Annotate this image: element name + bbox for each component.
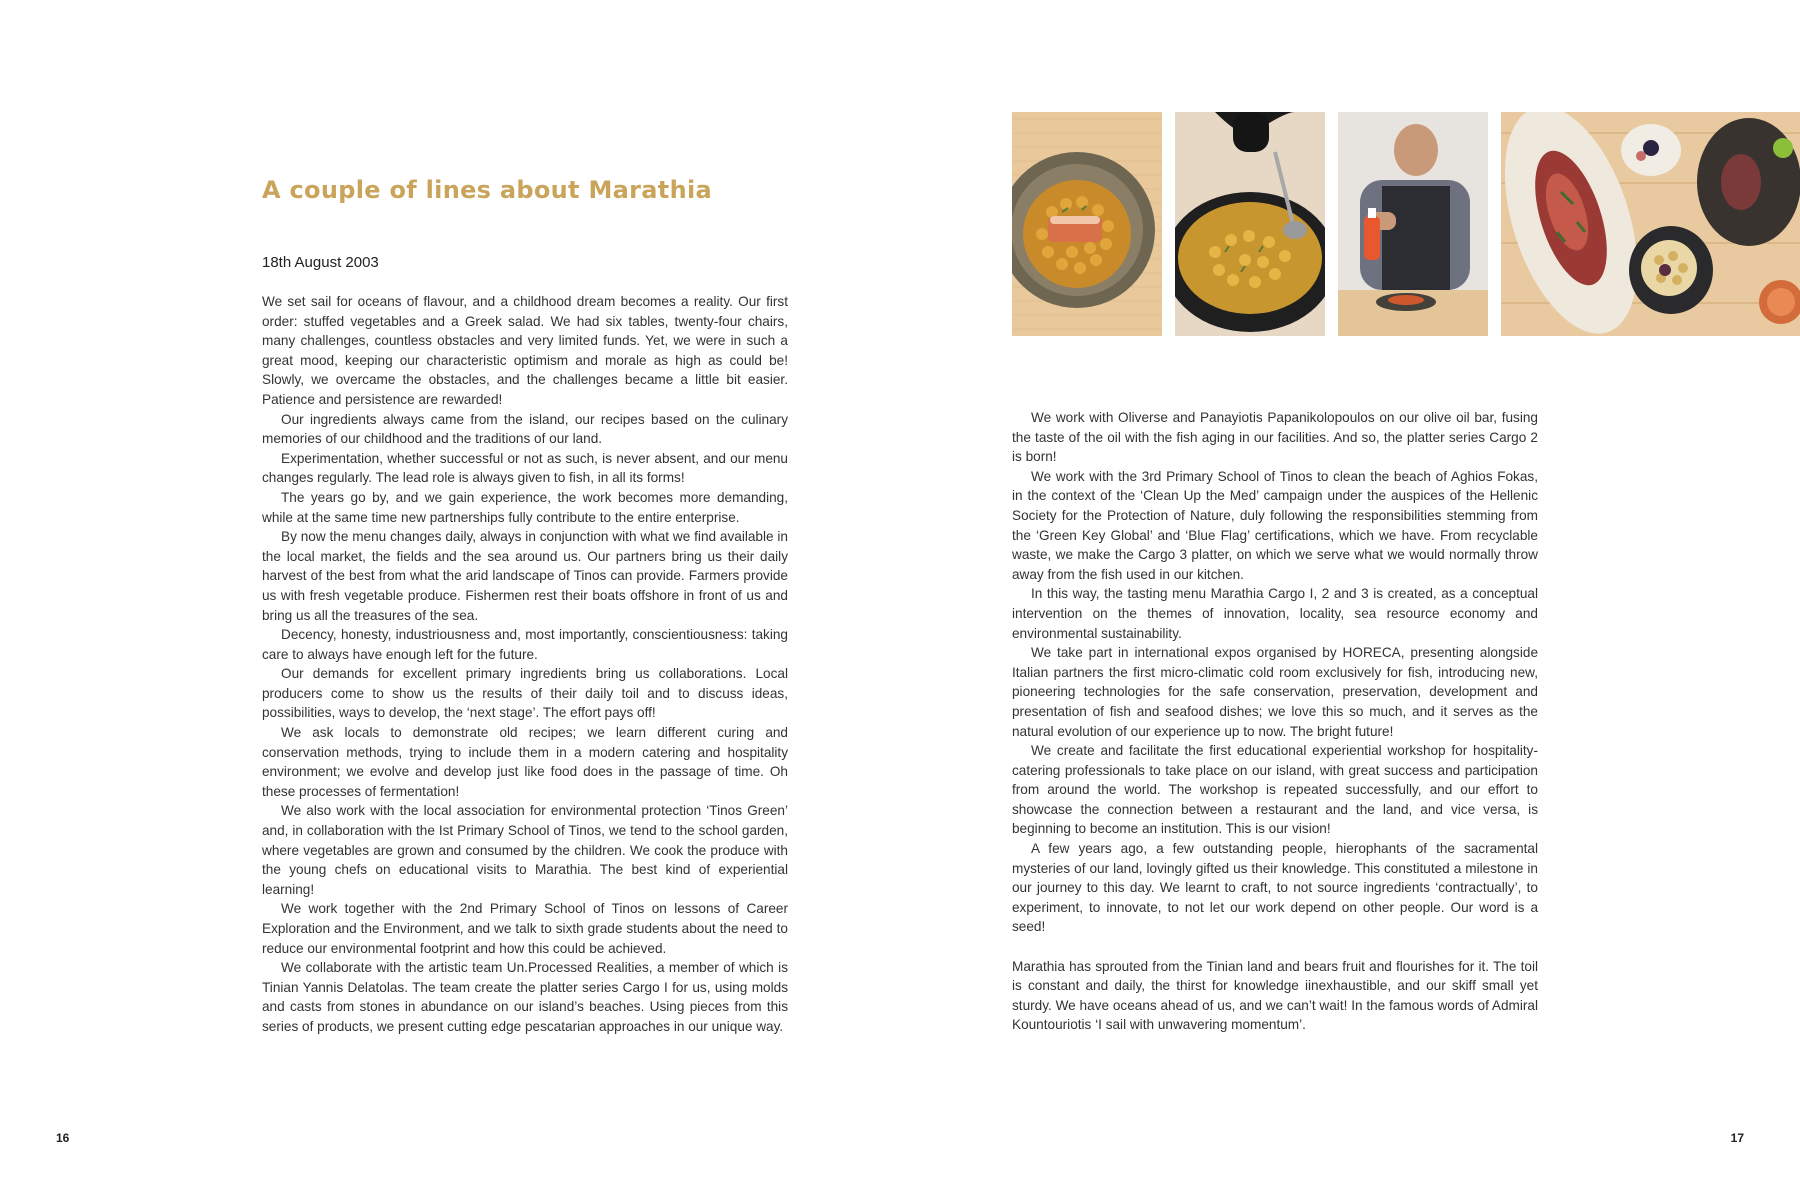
paragraph: We take part in international expos organised by HORECA, presenting alongside Italian partners the first micro-climatic cold room exclusively for fish, introducing new, pioneering technologies for the safe conservation, preservation, development and presentation of fish and seafood dishes; we love this so much, and it serves as the natural evolution of our experience up to now. The bright future!	[1012, 645, 1538, 739]
paragraph: We work with the 3rd Primary School of Tinos to clean the beach of Aghios Fokas, in the context of the ‘Clean Up the Med’ campaign under the auspices of the Hellenic Society for the Protection of Nature, duly following the responsibilities stemming from the ‘Green Key Global’ and ‘Blue Flag’ certifications, which we have. From recyclable waste, we make the Cargo 3 platter, on which we serve what we would normally throw away from the fish used in our kitchen.	[1012, 468, 1538, 582]
closing-paragraph: Marathia has sprouted from the Tinian land and bears fruit and flourishes for it. The toil is constant and daily, the thirst for knowledge iinexhaustible, and our skiff small yet sturdy. We have oceans ahead of us, and we can’t wait! In the famous words of Admiral Kountouriotis ‘I sail with unwavering momentum’.	[1012, 958, 1538, 1033]
page-number: 17	[1730, 1131, 1744, 1145]
paragraph: We create and facilitate the first educational experiential workshop for hospitality-catering professionals to take place on our island, with great success and participation from around the world. The workshop is repeated successfully, and our effort to showcase the connection between a restaurant and the land, and vice versa, is beginning to become an institution. This is our vision!	[1012, 743, 1538, 837]
paragraph: We set sail for oceans of flavour, and a childhood dream becomes a reality. Our first order: stuffed vegetables and a Greek salad. We had six tables, twenty-four chairs, many challenges, countless obstacles and very limited funds. Yet, we were in such a great mood, keeping our characteristic optimism and morale as high as could be! Slowly, we overcame the obstacles, and the challenges became a little bit easier. Patience and persistence are rewarded!	[262, 294, 788, 407]
photo-platters-table	[1501, 112, 1800, 336]
photo-cooking-pan	[1175, 112, 1325, 336]
paragraph: Our demands for excellent primary ingredients bring us collaborations. Local producers come to show us the results of their daily toil and to discuss ideas, possibilities, ways to develop, the ‘next stage’. The effort pays off!	[262, 666, 788, 721]
paragraph: By now the menu changes daily, always in conjunction with what we find available in the local market, the fields and the sea around us. Our partners bring us their daily harvest of the best from what the arid landscape of Tinos can provide. Farmers provide us with fresh vegetable produce. Fishermen rest their boats offshore in front of us and bring us all the treasures of the sea.	[262, 529, 788, 623]
paragraph: Decency, honesty, industriousness and, most importantly, conscientiousness: taking care to always have enough left for the future.	[262, 627, 788, 662]
article-title: A couple of lines about Marathia	[262, 176, 712, 204]
right-page	[900, 0, 1800, 1201]
photo-chef-pouring	[1338, 112, 1488, 336]
paragraph: We work together with the 2nd Primary School of Tinos on lessons of Career Exploration and the Environment, and we talk to sixth grade students about the need to reduce our environmental footprint and how this could be achieved.	[262, 901, 788, 956]
paragraph: Our ingredients always came from the island, our recipes based on the culinary memories of our childhood and the traditions of our land.	[262, 411, 788, 447]
paragraph: We work with Oliverse and Panayiotis Papanikolopoulos on our olive oil bar, fusing the taste of the oil with the fish aging in our facilities. And so, the platter series Cargo 2 is born!	[1012, 410, 1538, 465]
paragraph: In this way, the tasting menu Marathia Cargo I, 2 and 3 is created, as a conceptual intervention on the themes of innovation, locality, sea resource economy and environmental sustainability.	[1012, 586, 1538, 641]
page-number: 16	[56, 1131, 70, 1145]
paragraph: We also work with the local association for environmental protection ‘Tinos Green’ and, in collaboration with the Ist Primary School of Tinos, we tend to the school garden, where vegetables are grown and consumed by the children. We cook the produce with the young chefs on educational visits to Marathia. The best kind of experiential learning!	[262, 803, 788, 897]
paragraph: A few years ago, a few outstanding people, hierophants of the sacramental mysteries of our land, lovingly gifted us their knowledge. This constituted a milestone in our journey to this day. We learnt to craft, to not source ingredients ‘contractually’, to experiment, to innovate, to not let our work depend on other people. Our word is a seed!	[1012, 841, 1538, 935]
paragraph: The years go by, and we gain experience, the work becomes more demanding, while at the same time new partnerships fully contribute to the entire enterprise.	[262, 489, 788, 525]
paragraph: We ask locals to demonstrate old recipes; we learn different curing and conservation methods, trying to include them in a modern catering and hospitality environment; we evolve and develop just like food does in the passage of time. Oh these processes of fermentation!	[262, 725, 788, 799]
article-date: 18th August 2003	[262, 254, 379, 271]
left-text-column	[262, 292, 788, 1037]
right-text-column	[1012, 408, 1538, 1035]
paragraph: Experimentation, whether successful or not as such, is never absent, and our menu changes regularly. The lead role is always given to fish, in all its forms!	[262, 450, 788, 486]
paragraph: We collaborate with the artistic team Un.Processed Realities, a member of which is Tinian Yannis Delatolas. The team create the platter series Cargo I for us, using molds and casts from stones in abundance on our island’s beaches. Using pieces from this series of products, we present cutting edge pescatarian approaches in our unique way.	[262, 960, 788, 1034]
photo-chickpea-bowl	[1012, 112, 1162, 336]
